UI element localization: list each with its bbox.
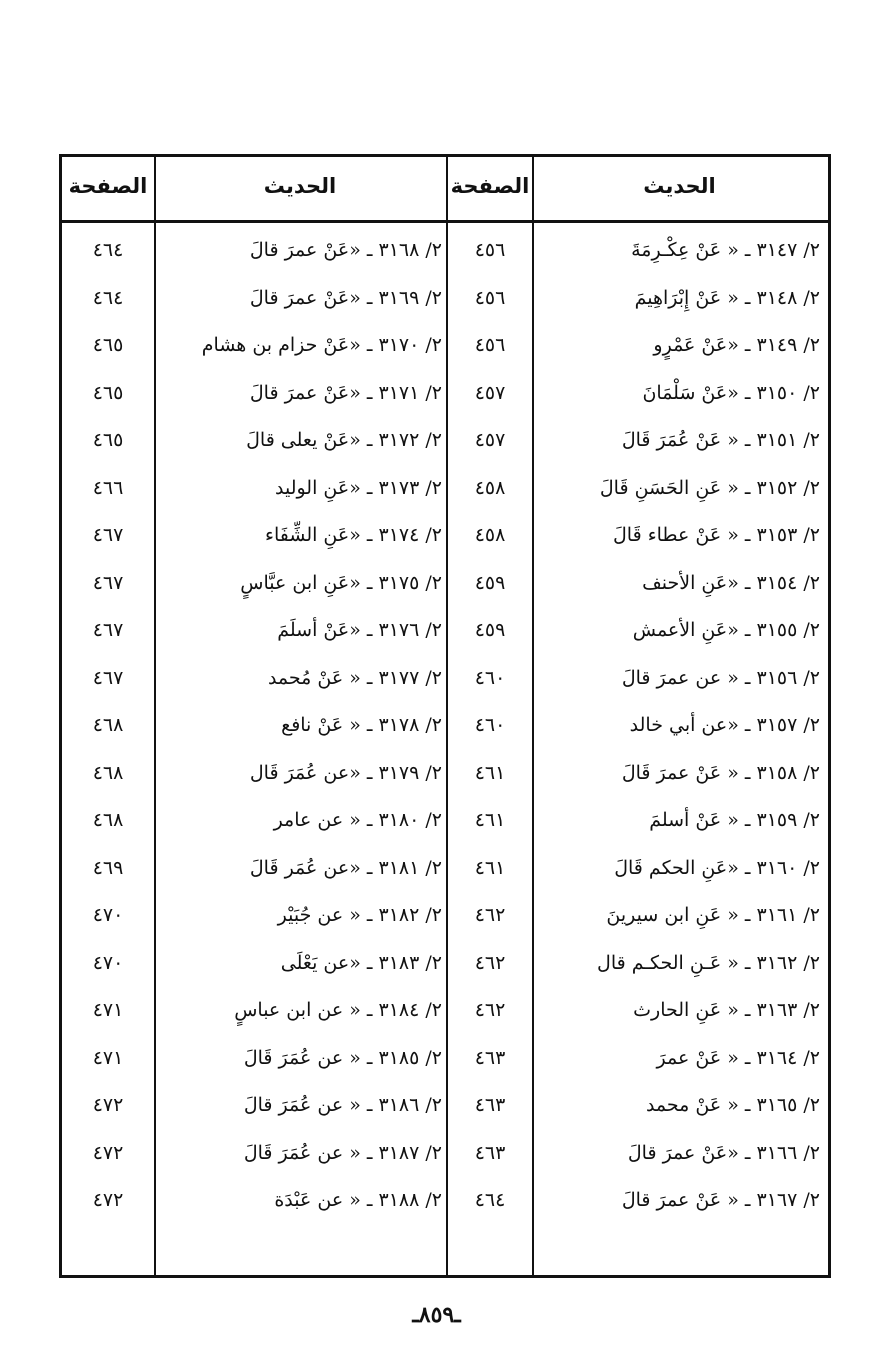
page-ref: ٤٧٢ <box>92 1189 124 1211</box>
table-row <box>62 275 828 321</box>
page-ref: ٤٥٩ <box>474 619 506 641</box>
hadith-entry: ٢/ ٣١٨٦ ـ « عن عُمَرَ قالَ <box>243 1094 442 1116</box>
page-ref: ٤٦٩ <box>92 856 124 879</box>
page-ref: ٤٥٧ <box>474 429 506 451</box>
hadith-entry: ٢/ ٣١٨٢ ـ « عن جُبَيْر <box>277 904 442 926</box>
hadith-entry: ٢/ ٣١٦٤ ـ « عَنْ عمرَ <box>656 1046 820 1069</box>
hadith-entry: ٢/ ٣١٨١ ـ «عن عُمَر قَالَ <box>249 856 442 879</box>
page-ref: ٤٦٣ <box>474 1094 506 1116</box>
table-row <box>62 1082 828 1128</box>
hadith-entry: ٢/ ٣١٨٨ ـ « عن عَبْدَة <box>274 1189 442 1211</box>
page-ref: ٤٦٥ <box>92 429 124 451</box>
table-row <box>62 797 828 843</box>
page-ref: ٤٦٥ <box>92 381 124 404</box>
page-ref: ٤٦٠ <box>474 666 506 689</box>
table-row <box>62 845 828 891</box>
hadith-index-table <box>59 154 831 1278</box>
hadith-entry: ٢/ ٣١٦٩ ـ «عَنْ عمرَ قالَ <box>249 286 442 309</box>
page-ref: ٤٦٠ <box>474 714 506 736</box>
hadith-entry: ٢/ ٣١٧٢ ـ «عَنْ يعلى قالَ <box>246 429 442 451</box>
page-ref: ٤٦١ <box>474 856 506 879</box>
page-ref: ٤٦٢ <box>474 999 506 1021</box>
page-ref: ٤٥٩ <box>474 571 506 594</box>
header-hadith-right: الحديث <box>643 174 716 198</box>
page-ref: ٤٦٣ <box>474 1046 506 1069</box>
page-ref: ٤٧٠ <box>92 904 124 926</box>
page-ref: ٤٥٦ <box>474 334 506 356</box>
page-ref: ٤٦١ <box>474 761 506 784</box>
page-ref: ٤٦٧ <box>92 571 124 594</box>
hadith-entry: ٢/ ٣١٥٤ ـ «عَنِ الأحنف <box>642 571 820 594</box>
hadith-entry: ٢/ ٣١٥٥ ـ «عَنِ الأعمش <box>632 619 820 641</box>
table-row <box>62 227 828 273</box>
hadith-entry: ٢/ ٣١٧٠ ـ «عَنْ حزام بن هشام <box>201 334 442 356</box>
page-ref: ٤٥٦ <box>474 286 506 309</box>
hadith-entry: ٢/ ٣١٧١ ـ «عَنْ عمرَ قالَ <box>249 381 442 404</box>
table-row <box>62 512 828 558</box>
hadith-entry: ٢/ ٣١٨٥ ـ « عن عُمَرَ قَالَ <box>243 1046 442 1069</box>
page-ref: ٤٧٢ <box>92 1141 124 1164</box>
hadith-entry: ٢/ ٣١٤٧ ـ « عَنْ عِكْـرِمَةَ <box>631 239 820 261</box>
page-ref: ٤٦٧ <box>92 666 124 689</box>
hadith-entry: ٢/ ٣١٧٣ ـ «عَنِ الوليد <box>275 476 442 499</box>
page-ref: ٤٥٧ <box>474 381 506 404</box>
page-ref: ٤٦٦ <box>92 476 124 499</box>
table-row <box>62 607 828 653</box>
hadith-entry: ٢/ ٣١٥٦ ـ « عن عمرَ قالَ <box>621 666 820 689</box>
page-ref: ٤٦٨ <box>92 714 124 736</box>
hadith-entry: ٢/ ٣١٧٨ ـ « عَنْ نافع <box>281 714 442 736</box>
hadith-entry: ٢/ ٣١٧٧ ـ « عَنْ مُحمد <box>267 666 442 689</box>
page-ref: ٤٥٦ <box>474 239 506 261</box>
hadith-entry: ٢/ ٣١٦٨ ـ «عَنْ عمرَ قالَ <box>249 239 442 261</box>
table-row <box>62 560 828 606</box>
page-ref: ٤٦٧ <box>92 524 124 546</box>
table-row <box>62 417 828 463</box>
table-row <box>62 987 828 1033</box>
hadith-entry: ٢/ ٣١٥٣ ـ « عَنْ عطاء قَالَ <box>612 524 820 546</box>
hadith-entry: ٢/ ٣١٧٦ ـ «عَنْ أسلَمَ <box>277 619 442 641</box>
hadith-entry: ٢/ ٣١٧٤ ـ «عَنِ الشِّفَاء <box>265 524 442 546</box>
page-ref: ٤٦٣ <box>474 1141 506 1164</box>
hadith-entry: ٢/ ٣١٦٥ ـ « عَنْ محمد <box>645 1094 820 1116</box>
table-row <box>62 322 828 368</box>
page-number: ـ٨٥٩ـ <box>412 1302 461 1328</box>
table-row <box>62 702 828 748</box>
page-ref: ٤٧٠ <box>92 951 124 974</box>
table-row <box>62 892 828 938</box>
header-page-right: الصفحة <box>450 174 530 198</box>
hadith-entry: ٢/ ٣١٦١ ـ « عَنِ ابن سيرينَ <box>606 904 820 926</box>
hadith-entry: ٢/ ٣١٧٩ ـ «عن عُمَرَ قَال <box>249 761 442 784</box>
hadith-entry: ٢/ ٣١٦٧ ـ « عَنْ عمرَ قالَ <box>621 1189 820 1211</box>
hadith-entry: ٢/ ٣١٥٨ ـ « عَنْ عمرَ قَالَ <box>621 761 820 784</box>
page-ref: ٤٦٤ <box>474 1189 506 1211</box>
hadith-entry: ٢/ ٣١٦٢ ـ « عَـنِ الحكـم قال <box>597 951 820 974</box>
page-ref: ٤٧٢ <box>92 1094 124 1116</box>
hadith-entry: ٢/ ٣١٥١ ـ « عَنْ عُمَرَ قَالَ <box>621 429 820 451</box>
hadith-entry: ٢/ ٣١٦٠ ـ «عَنِ الحكم قَالَ <box>614 856 820 879</box>
hadith-entry: ٢/ ٣١٨٤ ـ « عن ابن عباسٍ <box>234 999 442 1021</box>
table-row <box>62 1177 828 1223</box>
hadith-entry: ٢/ ٣١٥٩ ـ « عَنْ أسلمَ <box>649 809 820 831</box>
page-ref: ٤٦٤ <box>92 286 124 309</box>
table-row <box>62 750 828 796</box>
hadith-entry: ٢/ ٣١٦٣ ـ « عَنِ الحارث <box>633 999 820 1021</box>
page-ref: ٤٦٨ <box>92 761 124 784</box>
hadith-entry: ٢/ ٣١٧٥ ـ «عَنِ ابن عبَّاسٍ <box>240 571 442 594</box>
table-row <box>62 465 828 511</box>
table-row <box>62 1130 828 1176</box>
table-header <box>62 157 828 223</box>
hadith-entry: ٢/ ٣١٥٧ ـ «عن أبي خالد <box>629 714 820 736</box>
hadith-entry: ٢/ ٣١٤٨ ـ « عَنْ إِبْرَاهِيمَ <box>634 286 820 309</box>
page-ref: ٤٦٥ <box>92 334 124 356</box>
hadith-entry: ٢/ ٣١٨٠ ـ « عن عامر <box>273 809 442 831</box>
page-ref: ٤٧١ <box>92 999 124 1021</box>
header-page-left: الصفحة <box>68 174 148 198</box>
table-row <box>62 370 828 416</box>
page-ref: ٤٦٨ <box>92 809 124 831</box>
table-row <box>62 655 828 701</box>
page-ref: ٤٦٢ <box>474 904 506 926</box>
page-ref: ٤٥٨ <box>474 524 506 546</box>
header-hadith-left: الحديث <box>263 174 337 198</box>
page-ref: ٤٦٢ <box>474 951 506 974</box>
hadith-entry: ٢/ ٣١٦٦ ـ «عَنْ عمرَ قالَ <box>627 1141 820 1164</box>
hadith-entry: ٢/ ٣١٥٠ ـ «عَنْ سَلْمَانَ <box>642 381 820 404</box>
table-row <box>62 1035 828 1081</box>
hadith-entry: ٢/ ٣١٨٧ ـ « عن عُمَرَ قَالَ <box>243 1141 442 1164</box>
page-ref: ٤٦١ <box>474 809 506 831</box>
hadith-entry: ٢/ ٣١٤٩ ـ «عَنْ عَمْرٍو <box>653 334 820 356</box>
page-ref: ٤٦٧ <box>92 619 124 641</box>
table-row <box>62 940 828 986</box>
hadith-entry: ٢/ ٣١٥٢ ـ « عَنِ الحَسَنِ قَالَ <box>599 476 820 499</box>
page-ref: ٤٧١ <box>92 1046 124 1069</box>
hadith-entry: ٢/ ٣١٨٣ ـ «عن يَعْلَى <box>280 951 442 974</box>
page-ref: ٤٥٨ <box>474 476 506 499</box>
page-ref: ٤٦٤ <box>92 239 124 261</box>
